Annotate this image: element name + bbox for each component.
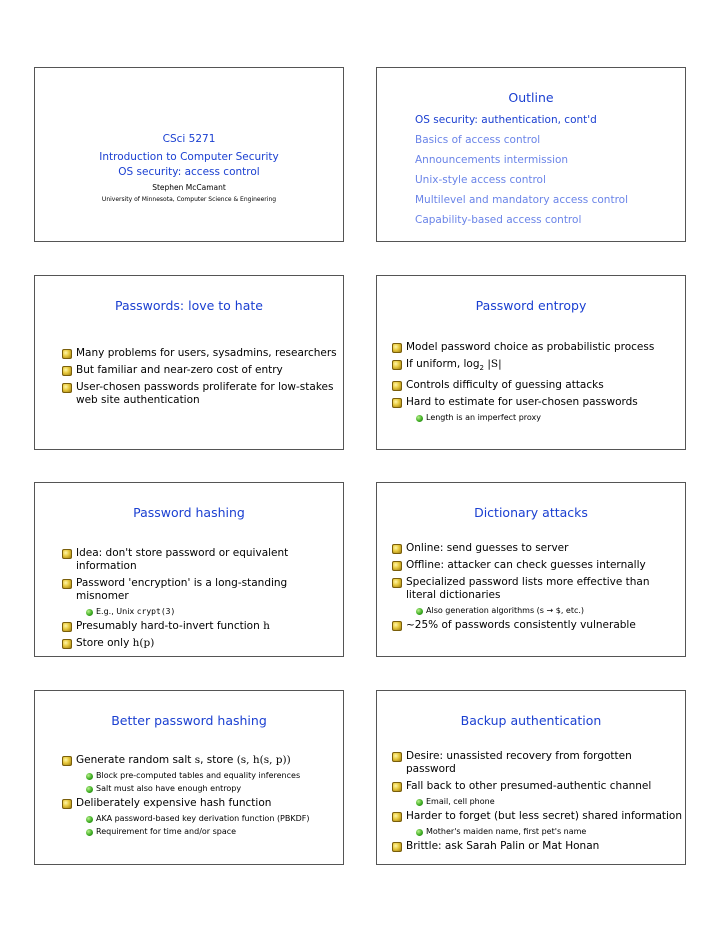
outline-item: Announcements intermission xyxy=(415,154,569,166)
sub-bullet-item: Salt must also have enough entropy xyxy=(86,784,342,794)
bullet-item: Specialized password lists more effective than literal dictionaries xyxy=(392,576,682,602)
bullet-icon xyxy=(392,544,402,554)
bullet-icon xyxy=(62,549,72,559)
bullet-icon xyxy=(392,360,402,370)
sub-bullet-icon xyxy=(86,786,93,793)
slide-heading: Outline xyxy=(508,90,554,105)
bullet-item: Online: send guesses to server xyxy=(392,542,682,555)
bullet-icon xyxy=(62,756,72,766)
bullet-item: But familiar and near-zero cost of entry xyxy=(62,364,337,377)
slide-better-password-hashing xyxy=(34,690,344,865)
bullet-icon xyxy=(392,782,402,792)
bullet-item: Fall back to other presumed-authentic channel xyxy=(392,780,682,793)
bullet-item: Model password choice as probabilistic process xyxy=(392,341,682,354)
slide-backup-authentication xyxy=(376,690,686,865)
bullet-icon xyxy=(392,381,402,391)
bullet-item: Idea: don't store password or equivalent information xyxy=(62,547,342,573)
affiliation: University of Minnesota, Computer Science & Engineering xyxy=(101,196,277,203)
bullet-icon xyxy=(392,343,402,353)
sub-bullet-icon xyxy=(416,415,423,422)
bullet-item: If uniform, $\log_2 |S|$ xyxy=(392,358,682,375)
bullet-icon xyxy=(392,812,402,822)
slide-passwords-love-to-hate xyxy=(34,275,344,450)
sub-bullet-item: Requirement for time and/or space xyxy=(86,827,342,837)
sub-bullet-icon xyxy=(416,829,423,836)
sub-bullet-icon xyxy=(416,799,423,806)
outline-item: OS security: authentication, cont'd xyxy=(415,114,597,126)
slide-title xyxy=(34,67,344,242)
sub-bullet-icon xyxy=(86,816,93,823)
bullet-icon xyxy=(392,578,402,588)
bullet-item: Presumably hard-to-invert function h xyxy=(62,620,342,633)
bullet-item: Harder to forget (but less secret) shared information xyxy=(392,810,682,823)
sub-bullet-item: Email, cell phone xyxy=(416,797,682,807)
bullet-item: Store only h(p) xyxy=(62,637,342,650)
bullet-icon xyxy=(392,752,402,762)
bullet-item: Many problems for users, sysadmins, researchers xyxy=(62,347,337,360)
bullet-icon xyxy=(62,799,72,809)
bullet-icon xyxy=(392,561,402,571)
bullet-item: Generate random salt s, store (s, h(s, p)) xyxy=(62,754,342,767)
bullet-item: Hard to estimate for user-chosen passwords xyxy=(392,396,682,409)
bullet-item: Deliberately expensive hash function xyxy=(62,797,342,810)
bullet-item: User-chosen passwords proliferate for low-stakes web site authentication xyxy=(62,381,337,407)
slide-dictionary-attacks xyxy=(376,482,686,657)
slide-heading: Passwords: love to hate xyxy=(115,298,263,313)
slide-heading: Better password hashing xyxy=(111,713,267,728)
sub-bullet-item: Also generation algorithms (s → $, etc.) xyxy=(416,606,682,616)
slide-password-entropy xyxy=(376,275,686,450)
sub-bullet-icon xyxy=(416,608,423,615)
sub-bullet-icon xyxy=(86,773,93,780)
bullet-icon xyxy=(62,366,72,376)
bullet-icon xyxy=(62,622,72,632)
slide-heading: Password entropy xyxy=(475,298,587,313)
bullet-icon xyxy=(62,349,72,359)
slide-heading: Password hashing xyxy=(133,505,245,520)
bullet-item: Controls difficulty of guessing attacks xyxy=(392,379,682,392)
bullet-icon xyxy=(62,383,72,393)
author: Stephen McCamant xyxy=(152,183,226,192)
outline-item: Capability-based access control xyxy=(415,214,582,226)
bullet-icon xyxy=(392,842,402,852)
bullet-item: Offline: attacker can check guesses internally xyxy=(392,559,682,572)
sub-bullet-icon xyxy=(86,829,93,836)
bullet-icon xyxy=(392,398,402,408)
bullet-item: Desire: unassisted recovery from forgotten password xyxy=(392,750,682,776)
bullet-item: Brittle: ask Sarah Palin or Mat Honan xyxy=(392,840,682,853)
course-title: Introduction to Computer Security xyxy=(99,151,279,163)
sub-bullet-item: Mother's maiden name, first pet's name xyxy=(416,827,682,837)
outline-item: Basics of access control xyxy=(415,134,541,146)
sub-bullet-item: AKA password-based key derivation function (PBKDF) xyxy=(86,814,342,824)
sub-bullet-item: E.g., Unix crypt(3) xyxy=(86,607,342,617)
slide-heading: Backup authentication xyxy=(460,713,602,728)
sub-bullet-item: Block pre-computed tables and equality inferences xyxy=(86,771,342,781)
lecture-title: OS security: access control xyxy=(118,166,260,178)
slide-outline xyxy=(376,67,686,242)
bullet-item: ~25% of passwords consistently vulnerable xyxy=(392,619,682,632)
outline-item: Unix-style access control xyxy=(415,174,546,186)
bullet-icon xyxy=(62,579,72,589)
sub-bullet-item: Length is an imperfect proxy xyxy=(416,413,682,423)
outline-item: Multilevel and mandatory access control xyxy=(415,194,629,206)
bullet-icon xyxy=(62,639,72,649)
course-number: CSci 5271 xyxy=(162,133,216,145)
slide-password-hashing xyxy=(34,482,344,657)
slide-heading: Dictionary attacks xyxy=(474,505,588,520)
bullet-icon xyxy=(392,621,402,631)
bullet-item: Password 'encryption' is a long-standing misnomer xyxy=(62,577,342,603)
sub-bullet-icon xyxy=(86,609,93,616)
